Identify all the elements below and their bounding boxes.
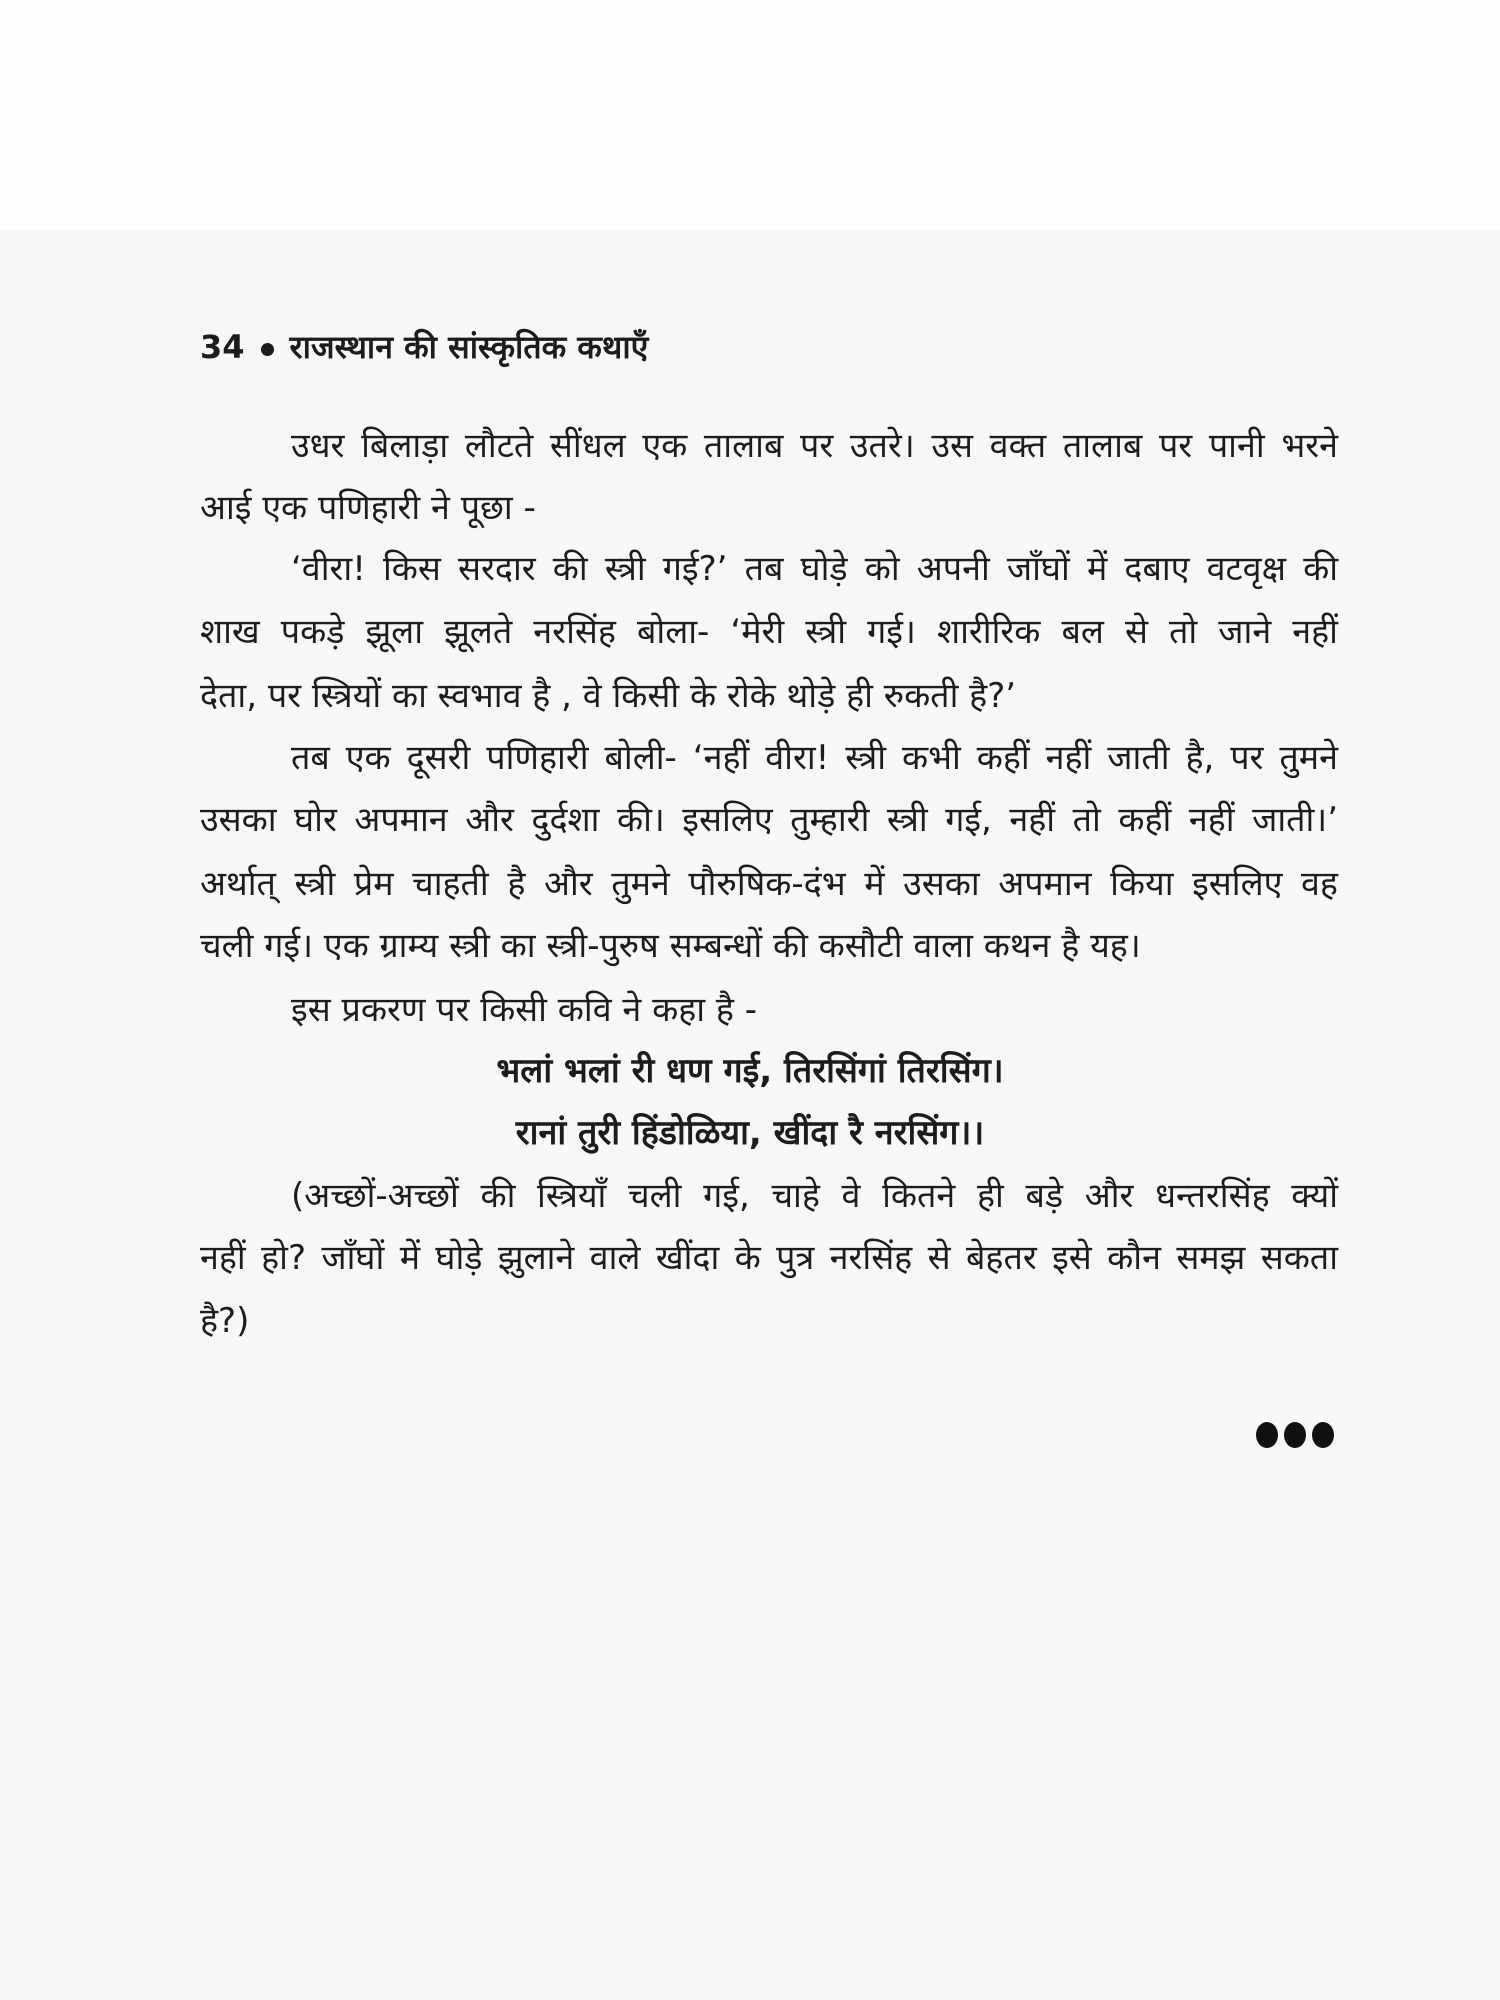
text-line: चली गई। एक ग्राम्य स्त्री का स्त्री-पुरुष सम्बन्धों की कसौटी वाला कथन है यह। (200, 926, 1141, 966)
text-line: ‘वीरा! किस सरदार की स्त्री गई?’ तब घोड़े को अपनी जाँघों में दबाए वटवृक्ष की (291, 549, 1338, 589)
verse-line: भलां भलां री धण गई, तिरसिंगां तिरसिंग। (496, 1051, 1004, 1091)
text-line: आई एक पणिहारी ने पूछा - (200, 488, 536, 528)
text-line: है?) (200, 1301, 250, 1341)
book-title: राजस्थान की सांस्कृतिक कथाएँ (289, 328, 649, 366)
bullet-icon (261, 343, 274, 356)
text-line: अर्थात् स्त्री प्रेम चाहती है और तुमने पौरुषिक-दंभ में उसका अपमान किया इसलिए वह (200, 864, 1338, 904)
page-top-margin (0, 0, 1500, 230)
running-header (200, 322, 648, 372)
page-number: 34 (200, 328, 245, 366)
text-line: उसका घोर अपमान और दुर्दशा की। इसलिए तुम्हारी स्त्री गई, नहीं तो कहीं नहीं जाती।’ (200, 800, 1338, 840)
text-line: तब एक दूसरी पणिहारी बोली- ‘नहीं वीरा! स्त्री कभी कहीं नहीं जाती है, पर तुमने (291, 738, 1338, 778)
text-line: इस प्रकरण पर किसी कवि ने कहा है - (291, 990, 757, 1030)
text-line: देता, पर स्त्रियों का स्वभाव है , वे किसी के रोके थोड़े ही रुकती है?’ (200, 676, 1017, 716)
text-line: उधर बिलाड़ा लौटते सींधल एक तालाब पर उतरे। उस वक्त तालाब पर पानी भरने (291, 426, 1338, 466)
verse-line: रानां तुरी हिंडोळिया, खींदा रै नरसिंग।। (515, 1113, 985, 1153)
text-line: नहीं हो? जाँघों में घोड़े झुलाने वाले खींदा के पुत्र नरसिंह से बेहतर इसे कौन समझ सकता (200, 1238, 1338, 1278)
end-of-chapter-dots-icon (1256, 1422, 1334, 1448)
text-line: (अच्छों-अच्छों की स्त्रियाँ चली गई, चाहे वे कितने ही बड़े और धन्तरसिंह क्यों (291, 1176, 1338, 1216)
text-line: शाख पकड़े झूला झूलते नरसिंह बोला- ‘मेरी स्त्री गई। शारीरिक बल से तो जाने नहीं (200, 612, 1338, 652)
